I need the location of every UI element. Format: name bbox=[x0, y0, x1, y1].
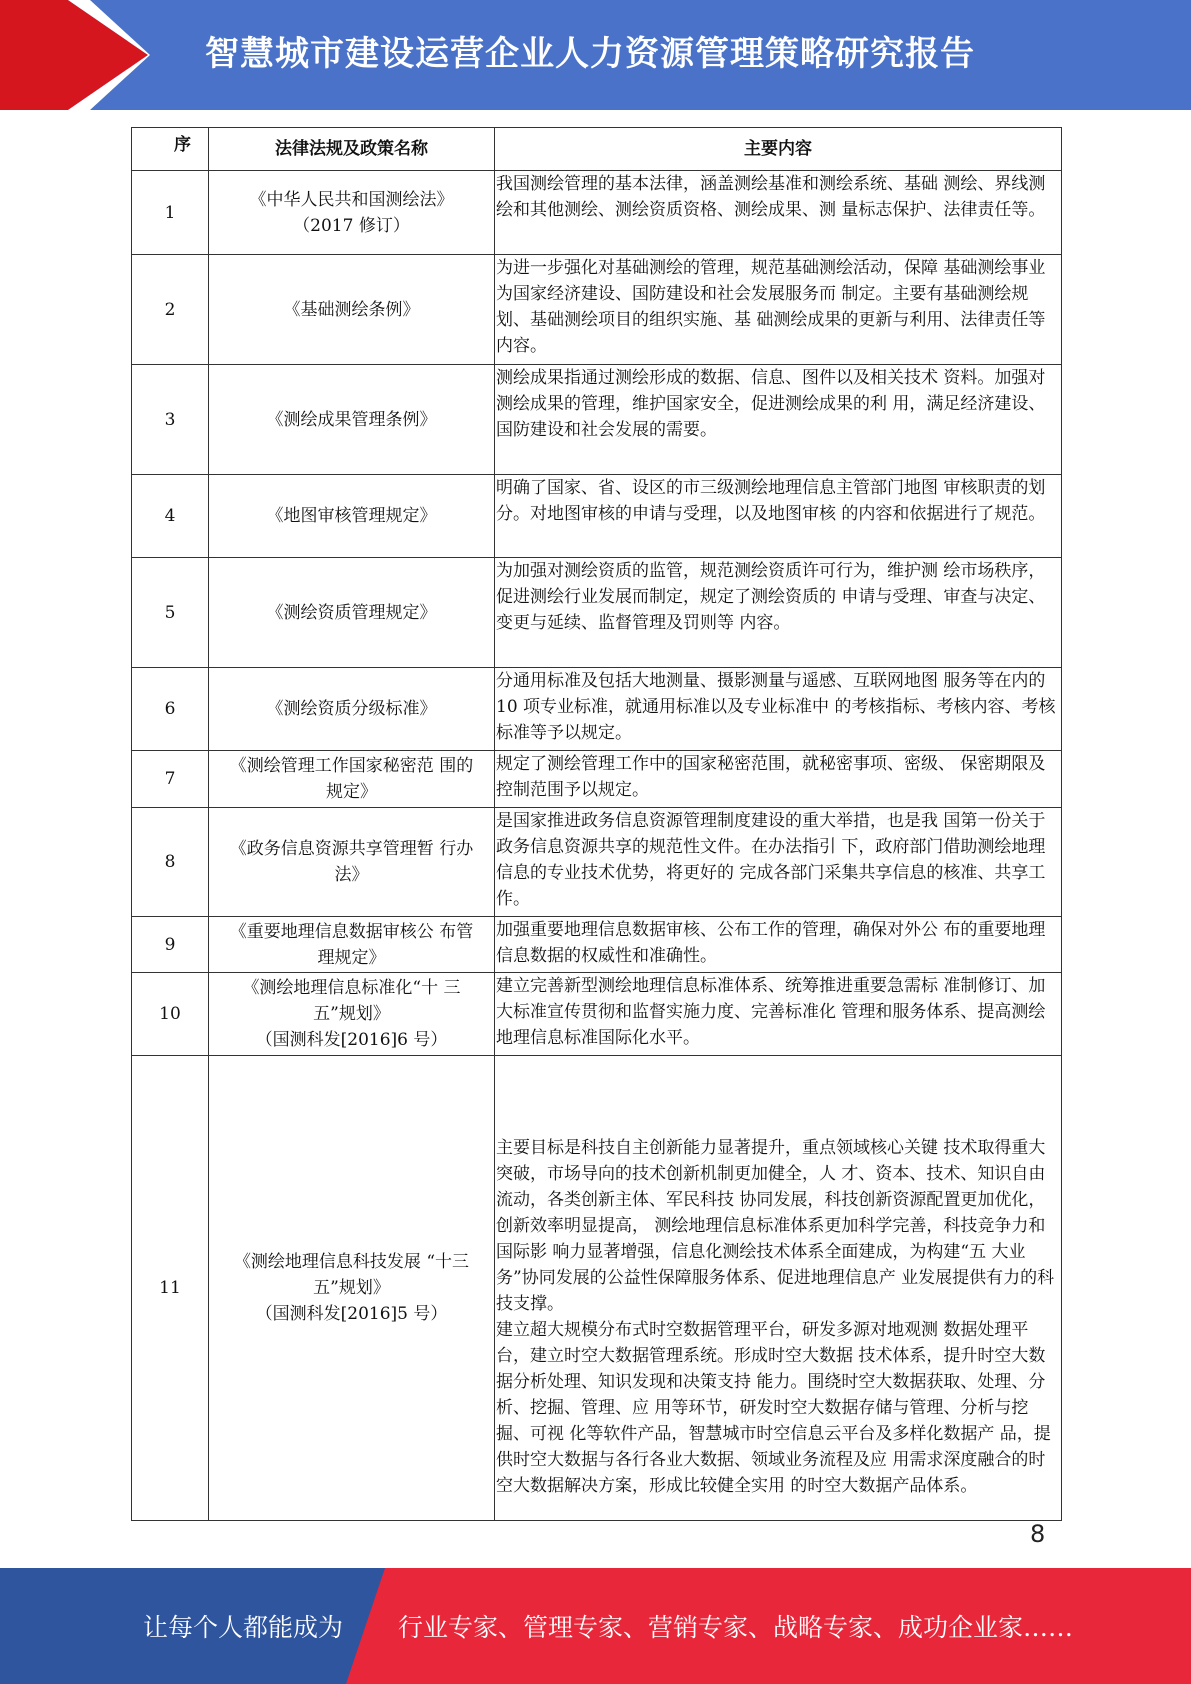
row-content: 加强重要地理信息数据审核、公布工作的管理，确保对外公 布的重要地理信息数据的权威性和准确性。 bbox=[495, 917, 1062, 973]
row-number: 1 bbox=[132, 171, 209, 255]
row-name: 《测绘资质分级标准》 bbox=[209, 668, 495, 751]
row-number: 7 bbox=[132, 751, 209, 808]
row-name: 《基础测绘条例》 bbox=[209, 255, 495, 365]
table-row bbox=[132, 558, 1062, 668]
row-content bbox=[495, 1056, 1062, 1521]
row-name: 《测绘资质管理规定》 bbox=[209, 558, 495, 668]
row-content: 为进一步强化对基础测绘的管理，规范基础测绘活动，保障 基础测绘事业为国家经济建设、国防建设和社会发展服务而 制定。主要有基础测绘规划、基础测绘项目的组织实施、基 础测绘成果的更新与利用、法律责任等内容。 bbox=[495, 255, 1062, 365]
row-content: 建立完善新型测绘地理信息标准体系、统筹推进重要急需标 准制修订、加大标准宣传贯彻和监督实施力度、完善标准化 管理和服务体系、提高测绘地理信息标准国际化水平。 bbox=[495, 973, 1062, 1056]
row-number: 5 bbox=[132, 558, 209, 668]
row-number: 11 bbox=[132, 1056, 209, 1521]
table-row bbox=[132, 255, 1062, 365]
row-content: 测绘成果指通过测绘形成的数据、信息、图件以及相关技术 资料。加强对测绘成果的管理，维护国家安全，促进测绘成果的利 用，满足经济建设、国防建设和社会发展的需要。 bbox=[495, 365, 1062, 475]
row-name: 《测绘地理信息科技发展 “十三 五”规划》 （国测科发[2016]5 号） bbox=[209, 1056, 495, 1521]
row-number: 4 bbox=[132, 475, 209, 558]
row-content: 明确了国家、省、设区的市三级测绘地理信息主管部门地图 审核职责的划分。对地图审核的申请与受理，以及地图审核 的内容和依据进行了规范。 bbox=[495, 475, 1062, 558]
row-name: 《中华人民共和国测绘法》 （2017 修订） bbox=[209, 171, 495, 255]
table-row bbox=[132, 365, 1062, 475]
table-row bbox=[132, 171, 1062, 255]
footer-slogan-right: 行业专家、管理专家、营销专家、战略专家、成功企业家…… bbox=[398, 1613, 1074, 1642]
row-content: 规定了测绘管理工作中的国家秘密范围，就秘密事项、密级、 保密期限及控制范围予以规定。 bbox=[495, 751, 1062, 808]
row-content: 分通用标准及包括大地测量、摄影测量与遥感、互联网地图 服务等在内的 10 项专业标准，就通用标准以及专业标准中 的考核指标、考核内容、考核标准等予以规定。 bbox=[495, 668, 1062, 751]
content-paragraph: 建立超大规模分布式时空数据管理平台，研发多源对地观测 数据处理平台，建立时空大数据管理系统。形成时空大数据 技术体系，提升时空大数据分析处理、知识发现和决策支持 能力。围绕时空大数据获取、处理、分析、挖掘、管理、应 用等环节，研发时空大数据存储与管理、分析与挖掘、可视 化等软件产品，智慧城市时空信息云平台及多样化数据产 品，提供时空大数据与各行各业大数据、领域业务流程及应 用需求深度融合的时空大数据解决方案，形成比较健全实用 的时空大数据产品体系。 bbox=[496, 1320, 1051, 1496]
row-name: 《重要地理信息数据审核公 布管 理规定》 bbox=[209, 917, 495, 973]
row-content: 是国家推进政务信息资源管理制度建设的重大举措，也是我 国第一份关于政务信息资源共享的规范性文件。在办法指引 下，政府部门借助测绘地理信息的专业技术优势，将更好的 完成各部门采集共享信息的核准、共享工作。 bbox=[495, 808, 1062, 917]
row-content: 我国测绘管理的基本法律，涵盖测绘基准和测绘系统、基础 测绘、界线测绘和其他测绘、测绘资质资格、测绘成果、测 量标志保护、法律责任等。 bbox=[495, 171, 1062, 255]
table-row bbox=[132, 1056, 1062, 1521]
table-row bbox=[132, 973, 1062, 1056]
header-name: 法律法规及政策名称 bbox=[209, 128, 495, 171]
row-number: 10 bbox=[132, 973, 209, 1056]
row-name: 《测绘管理工作国家秘密范 围的 规定》 bbox=[209, 751, 495, 808]
header-arrow-decoration bbox=[0, 0, 150, 110]
table-header-row bbox=[132, 128, 1062, 171]
header-banner bbox=[0, 0, 1191, 110]
row-number: 2 bbox=[132, 255, 209, 365]
row-number: 8 bbox=[132, 808, 209, 917]
table-row bbox=[132, 917, 1062, 973]
row-name: 《测绘地理信息标准化“十 三 五”规划》 （国测科发[2016]6 号） bbox=[209, 973, 495, 1056]
table-row bbox=[132, 668, 1062, 751]
row-name: 《地图审核管理规定》 bbox=[209, 475, 495, 558]
content-paragraph: 主要目标是科技自主创新能力显著提升，重点领域核心关键 技术取得重大突破，市场导向的技术创新机制更加健全，人 才、资本、技术、知识自由流动，各类创新主体、军民科技 协同发展，科技创新资源配置更加优化，创新效率明显提高， 测绘地理信息标准体系更加科学完善，科技竞争力和国际影 响力显著增强，信息化测绘技术体系全面建成，为构建“五 大业务”协同发展的公益性保障服务体系、促进地理信息产 业发展提供有力的科技支撑。 bbox=[496, 1138, 1055, 1314]
row-name: 《测绘成果管理条例》 bbox=[209, 365, 495, 475]
table-row bbox=[132, 475, 1062, 558]
row-number: 6 bbox=[132, 668, 209, 751]
table-row bbox=[132, 751, 1062, 808]
row-number: 9 bbox=[132, 917, 209, 973]
header-content: 主要内容 bbox=[495, 128, 1062, 171]
report-title: 智慧城市建设运营企业人力资源管理策略研究报告 bbox=[205, 34, 975, 74]
laws-regulations-table bbox=[131, 127, 1062, 1521]
footer-banner bbox=[0, 1568, 1191, 1684]
page-number: 8 bbox=[1030, 1520, 1046, 1548]
header-num: 序 bbox=[132, 128, 209, 171]
row-content: 为加强对测绘资质的监管，规范测绘资质许可行为，维护测 绘市场秩序，促进测绘行业发展而制定，规定了测绘资质的 申请与受理、审查与决定、变更与延续、监督管理及罚则等 内容。 bbox=[495, 558, 1062, 668]
table-row bbox=[132, 808, 1062, 917]
footer-slogan-left: 让每个人都能成为 bbox=[143, 1613, 344, 1642]
row-name: 《政务信息资源共享管理暂 行办 法》 bbox=[209, 808, 495, 917]
row-number: 3 bbox=[132, 365, 209, 475]
